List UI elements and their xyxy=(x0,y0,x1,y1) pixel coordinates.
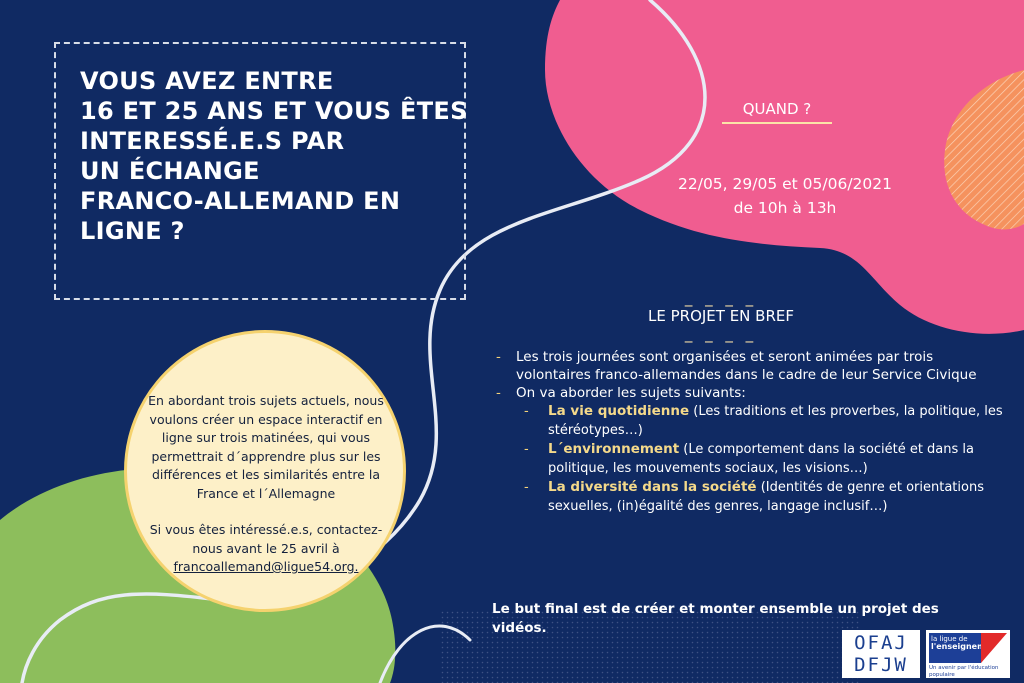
bullet-dash: - xyxy=(524,442,529,457)
ligue-logo xyxy=(926,630,1010,678)
ligue-logo-box xyxy=(929,633,1001,663)
ligue-logo-tagline: Un avenir par l'éducation populaire xyxy=(929,665,999,678)
headline-line: INTERESSÉ.E.S PAR xyxy=(80,127,345,155)
bullet-dash: - xyxy=(496,385,501,401)
topic-item xyxy=(496,402,1006,440)
brief-item xyxy=(496,348,1006,384)
bullet-dash: - xyxy=(496,349,501,365)
intro-paragraph: En abordant trois sujets actuels, nous voulons créer un espace interactif en ligne sur trois matinées, qui vous permettrait d´apprendre plus sur les différences et les similarités entre la France et l´Allemagne xyxy=(148,393,384,501)
final-goal: Le but final est de créer et monter ensemble un projet des vidéos. xyxy=(492,601,939,636)
ofaj-logo xyxy=(842,630,920,678)
topic-item xyxy=(496,478,1006,516)
paragraph-gap xyxy=(142,503,390,521)
topic-label: La vie quotidienne xyxy=(548,403,690,419)
bullet-dash: - xyxy=(524,404,529,419)
contact-paragraph: Si vous êtes intéressé.e.s, contactez-nous avant le 25 avril à xyxy=(149,522,383,556)
when-dates: 22/05, 29/05 et 05/06/2021 xyxy=(678,175,892,193)
bullet-dash: - xyxy=(524,480,529,495)
project-brief xyxy=(496,348,1006,516)
ligue-logo-line1: la ligue de xyxy=(931,635,968,643)
project-title xyxy=(612,289,830,343)
when-hours: de 10h à 13h xyxy=(733,199,837,217)
contact-email-link[interactable]: francoallemand@ligue54.org. xyxy=(173,559,359,574)
topic-detail: (Les traditions et les proverbes, la politique, les stéréotypes…) xyxy=(548,404,1003,438)
headline-line: LIGNE ? xyxy=(80,217,185,245)
when-title: QUAND ? xyxy=(722,96,832,124)
topic-item xyxy=(496,440,1006,478)
title-dash-top: _ _ _ _ xyxy=(684,289,758,307)
brief-item xyxy=(496,384,1006,402)
project-title-label: LE PROJET EN BREF xyxy=(648,307,794,325)
topic-detail: (Identités de genre et orientations sexuelles, (in)égalité des genres, langage inclusif…) xyxy=(548,480,984,514)
brief-item-text: On va aborder les sujets suivants: xyxy=(516,385,746,401)
ofaj-logo-bottom: DFJW xyxy=(854,654,908,676)
headline-line: UN ÉCHANGE xyxy=(80,157,260,185)
topic-label: L´environnement xyxy=(548,441,680,457)
info-circle-text xyxy=(142,392,390,577)
topic-detail: (Le comportement dans la société et dans la politique, les mouvements sociaux, les visions…) xyxy=(548,442,974,476)
when-details xyxy=(640,172,930,220)
ligue-triangle-icon xyxy=(981,633,1007,663)
ofaj-logo-top: OFAJ xyxy=(854,632,908,654)
title-dash-bottom: _ _ _ _ xyxy=(684,325,758,343)
brief-item-text: Les trois journées sont organisées et seront animées par trois volontaires franco-allemandes dans le cadre de leur Service Civique xyxy=(516,349,977,383)
topic-label: La diversité dans la société xyxy=(548,479,757,495)
ligue-logo-line2: l'enseignement xyxy=(931,642,1001,651)
headline-line: VOUS AVEZ ENTRE xyxy=(80,67,334,95)
headline xyxy=(80,66,470,246)
headline-line: 16 ET 25 ANS ET VOUS ÊTES xyxy=(80,97,468,125)
headline-line: FRANCO-ALLEMAND EN xyxy=(80,187,401,215)
